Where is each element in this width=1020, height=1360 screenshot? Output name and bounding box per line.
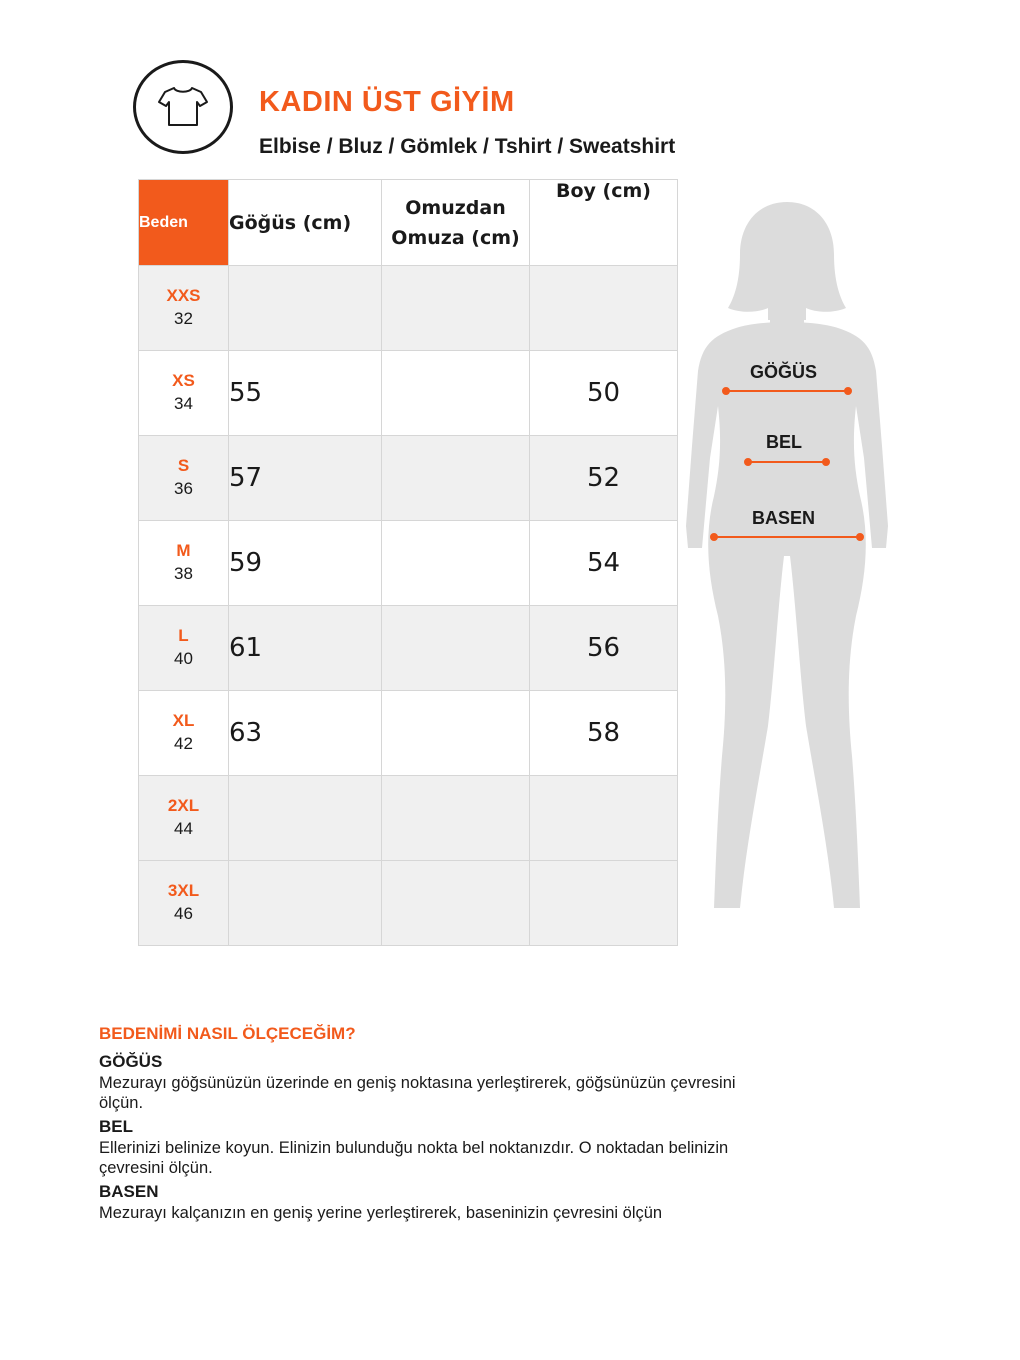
guide-chest-title: GÖĞÜS: [99, 1052, 163, 1071]
table-header-row: [139, 180, 678, 266]
length-value: 54: [530, 521, 678, 606]
shoulder-value: [382, 351, 530, 436]
chest-value: 59: [229, 521, 382, 606]
body-silhouette: [676, 196, 898, 920]
chest-column-header: Göğüs (cm): [229, 180, 382, 266]
size-letter: L: [178, 626, 189, 645]
waist-measure-label: BEL: [766, 432, 802, 452]
size-number: 46: [174, 904, 193, 923]
size-chart-table: [138, 179, 678, 946]
guide-waist-text: Ellerinizi belinize koyun. Elinizin bulunduğu nokta bel noktanızdır. O noktadan belinizin çevresini ölçün.: [99, 1139, 729, 1177]
size-cell: [139, 776, 229, 861]
size-letter: M: [176, 541, 191, 560]
chest-value: [229, 861, 382, 946]
chest-value: 63: [229, 691, 382, 776]
size-number: 32: [174, 309, 193, 328]
chest-value: 57: [229, 436, 382, 521]
size-letter: XL: [172, 711, 195, 730]
chest-measure-label: GÖĞÜS: [750, 362, 818, 382]
guide-waist-title: BEL: [99, 1117, 133, 1136]
shoulder-value: [382, 436, 530, 521]
shoulder-value: [382, 861, 530, 946]
size-number: 38: [174, 564, 193, 583]
table-row: [139, 691, 678, 776]
guide-hip-title: BASEN: [99, 1182, 159, 1201]
size-letter: XS: [172, 371, 195, 390]
chest-value: [229, 776, 382, 861]
size-letter: 3XL: [167, 881, 200, 900]
chest-value: 55: [229, 351, 382, 436]
table-row: [139, 266, 678, 351]
table-row: [139, 861, 678, 946]
chest-value: [229, 266, 382, 351]
size-cell: [139, 861, 229, 946]
size-cell: [139, 351, 229, 436]
tshirt-icon: [157, 85, 209, 129]
size-cell: [139, 691, 229, 776]
guide-hip-text: Mezurayı kalçanızın en geniş yerine yerleştirerek, baseninizin çevresini ölçün: [99, 1204, 663, 1222]
length-value: 50: [530, 351, 678, 436]
shoulder-value: [382, 691, 530, 776]
table-row: [139, 606, 678, 691]
shoulder-value: [382, 521, 530, 606]
shoulder-value: [382, 776, 530, 861]
shoulder-header-line1: Omuzdan: [405, 196, 506, 219]
size-cell: [139, 521, 229, 606]
size-letter: 2XL: [167, 796, 200, 815]
size-column-header: Beden: [139, 180, 229, 266]
length-value: [530, 861, 678, 946]
table-row: [139, 776, 678, 861]
size-number: 36: [174, 479, 193, 498]
shoulder-value: [382, 266, 530, 351]
length-value: 52: [530, 436, 678, 521]
length-value: 56: [530, 606, 678, 691]
size-cell: [139, 606, 229, 691]
table-row: [139, 436, 678, 521]
table-row: [139, 521, 678, 606]
size-number: 34: [174, 394, 193, 413]
chest-value: 61: [229, 606, 382, 691]
size-letter: S: [177, 456, 190, 475]
page-title: KADIN ÜST GİYİM: [259, 86, 515, 118]
guide-chest-text: Mezurayı göğsünüzün üzerinde en geniş noktasına yerleştirerek, göğsünüzün çevresini ölçün.: [99, 1074, 736, 1112]
length-column-header: Boy (cm): [530, 180, 678, 266]
shoulder-column-header: [382, 180, 530, 266]
measurement-guide: [99, 1024, 759, 1225]
guide-title: BEDENİMİ NASIL ÖLÇECEĞİM?: [99, 1024, 356, 1043]
length-value: 58: [530, 691, 678, 776]
shoulder-header-line2: Omuza (cm): [391, 226, 520, 249]
size-letter: XXS: [166, 286, 201, 305]
size-number: 44: [174, 819, 193, 838]
length-value: [530, 266, 678, 351]
size-number: 40: [174, 649, 193, 668]
size-cell: [139, 436, 229, 521]
shoulder-value: [382, 606, 530, 691]
table-row: [139, 351, 678, 436]
tshirt-icon-circle: [133, 60, 233, 154]
size-number: 42: [174, 734, 193, 753]
hip-measure-label: BASEN: [752, 508, 816, 528]
size-cell: [139, 266, 229, 351]
length-value: [530, 776, 678, 861]
page-subtitle: Elbise / Bluz / Gömlek / Tshirt / Sweatshirt: [259, 135, 676, 158]
